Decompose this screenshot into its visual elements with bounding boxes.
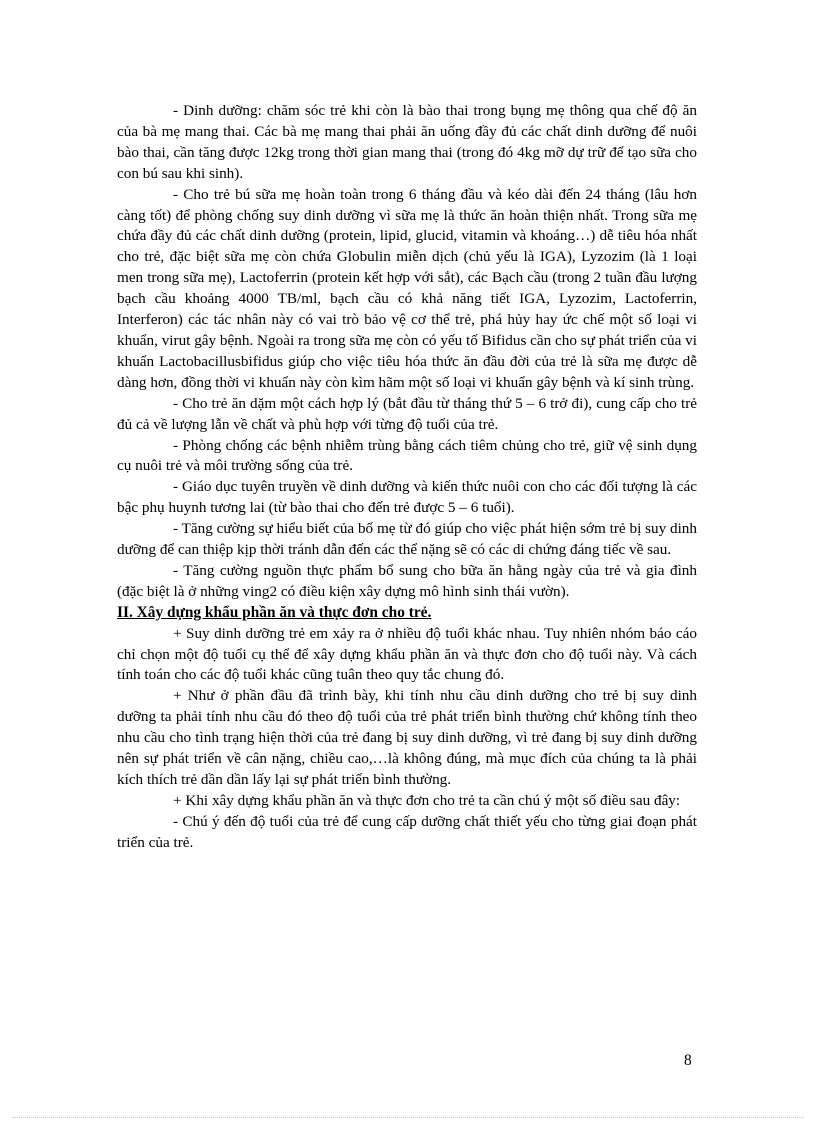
section-heading: II. Xây dựng khẩu phần ăn và thực đơn cho trẻ. [117, 603, 432, 621]
paragraph-age-groups: + Suy dinh dưỡng trẻ em xảy ra ở nhiều độ tuổi khác nhau. Tuy nhiên nhóm báo cáo chỉ chọn một độ tuổi cụ thể để xây dựng khẩu phần ăn và thực đơn cho độ tuổi này. Và cách tính toán cho các độ tuổi khác cũng tuân theo quy tắc chung đó. [117, 624, 697, 684]
page-body [117, 101, 697, 854]
paragraph-parent-awareness: - Tăng cường sự hiểu biết của bố mẹ từ đó giúp cho việc phát hiện sớm trẻ bị suy dinh dưỡng để can thiệp kịp thời tránh dẫn đến các thể nặng sẽ có các di chứng đáng tiếc về sau. [117, 520, 697, 559]
paragraph-age-attention: - Chú ý đến độ tuổi của trẻ để cung cấp dưỡng chất thiết yếu cho từng giai đoạn phát triển của trẻ. [117, 812, 697, 851]
page-number: 8 [684, 1052, 692, 1069]
paragraph-menu-notes: + Khi xây dựng khẩu phần ăn và thực đơn cho trẻ ta cần chú ý một số điều sau đây: [173, 791, 681, 809]
page-bottom-divider [12, 1117, 804, 1118]
paragraph-nutrition-pregnancy: - Dinh dưỡng: chăm sóc trẻ khi còn là bào thai trong bụng mẹ thông qua chế độ ăn của bà mẹ mang thai. Các bà mẹ mang thai phải ăn uống đầy đủ các chất dinh dưỡng để nuôi bào thai, cần tăng được 12kg trong thời gian mang thai (trong đó 4kg mỡ dự trữ để tạo sữa cho con bú sau khi sinh). [117, 102, 697, 182]
paragraph-education: - Giáo dục tuyên truyền về dinh dưỡng và kiến thức nuôi con cho các đối tượng là các bậc phụ huynh tương lai (từ bào thai cho đến trẻ được 5 – 6 tuổi). [117, 478, 697, 517]
paragraph-breastfeeding: - Cho trẻ bú sữa mẹ hoàn toàn trong 6 tháng đầu và kéo dài đến 24 tháng (lâu hơn càng tốt) để phòng chống suy dinh dưỡng vì sữa mẹ là thức ăn hoàn thiện nhất. Trong sữa mẹ chứa đầy đủ các chất dinh dưỡng (protein, lipid, glucid, vitamin và khoáng…) dễ tiêu hóa nhất cho trẻ, đặc biệt sữa mẹ còn chứa Globulin miễn dịch (chủ yếu là IGA), Lyzozim (là 1 loại men trong sữa mẹ), Lactoferrin (protein kết hợp với sắt), các Bạch cầu (trong 2 tuần đầu lượng bạch cầu khoảng 4000 TB/ml, bạch cầu có khả năng tiết IGA, Lyzozim, Lactoferrin, Interferon) các tác nhân này có vai trò bảo vệ cơ thể trẻ, phá hủy hay ức chế một số loại vi khuẩn, virut gây bệnh. Ngoài ra trong sữa mẹ còn có yếu tố Bifidus cần cho sự phát triển của vi khuẩn Lactobacillusbifidus giúp cho việc tiêu hóa thức ăn đầu đời của trẻ là sữa mẹ được dễ dàng hơn, đồng thời vi khuẩn này còn kìm hãm một số loại vi khuẩn gây bệnh và kí sinh trùng. [117, 185, 697, 391]
paragraph-complementary-feeding: - Cho trẻ ăn dặm một cách hợp lý (bắt đầu từ tháng thứ 5 – 6 trở đi), cung cấp cho trẻ đủ cả về lượng lẫn về chất và phù hợp với từng độ tuổi của trẻ. [117, 394, 697, 433]
paragraph-infection-prevention: - Phòng chống các bệnh nhiễm trùng bằng cách tiêm chủng cho trẻ, giữ vệ sinh dụng cụ nuôi trẻ và môi trường sống của trẻ. [117, 436, 697, 475]
paragraph-food-supply: - Tăng cường nguồn thực phẩm bổ sung cho bữa ăn hằng ngày của trẻ và gia đình (đặc biệt là ở những ving2 có điều kiện xây dựng mô hình sinh thái vườn). [117, 561, 697, 600]
paragraph-calculation-basis: + Như ở phần đầu đã trình bày, khi tính nhu cầu dinh dưỡng cho trẻ bị suy dinh dưỡng ta phải tính nhu cầu đó theo độ tuổi của trẻ phát triển bình thường chứ không tính theo nhu cầu cho tình trạng hiện thời của trẻ đang bị suy dinh dưỡng, vì trẻ đang bị suy dinh dưỡng nên sự phát triển về cân nặng, chiều cao,…là không đúng, mà mục đích của chúng ta là phải kích thích trẻ dần dần lấy lại sự phát triển bình thường. [117, 687, 697, 788]
